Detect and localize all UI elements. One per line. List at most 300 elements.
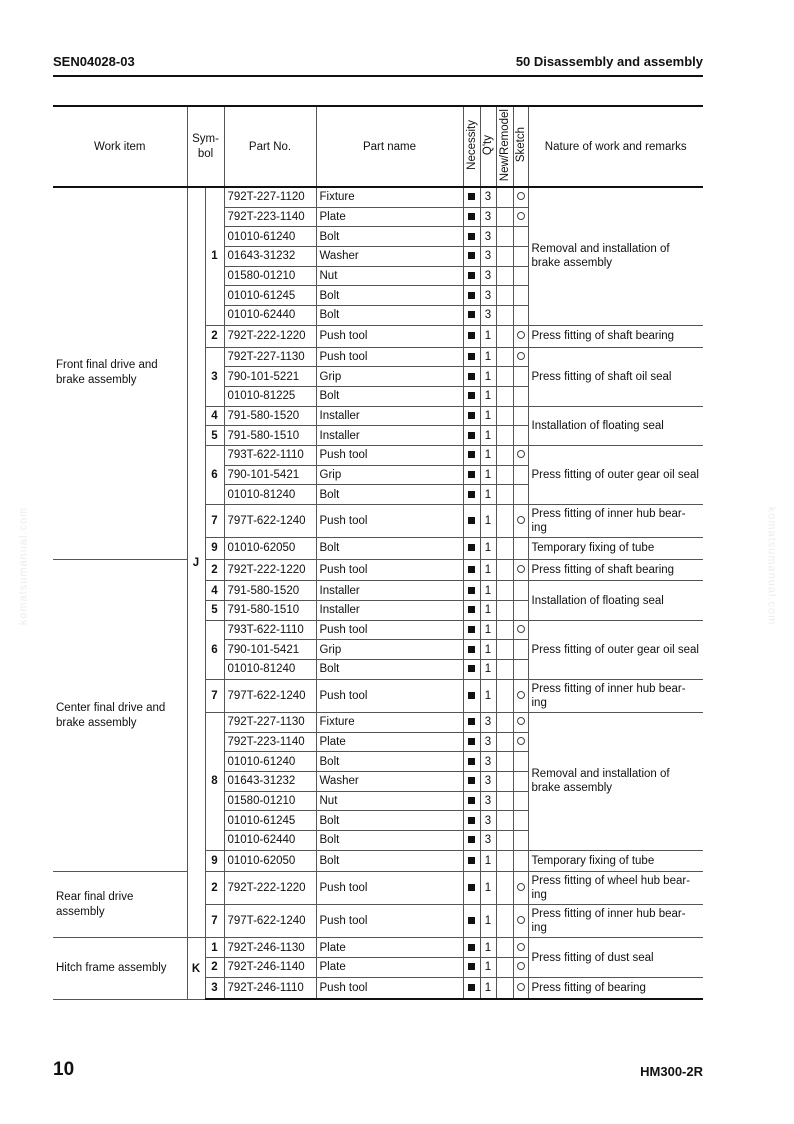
tool-number-cell: 5 (205, 426, 224, 446)
new-remodel-cell (496, 660, 513, 680)
necessity-cell (463, 367, 480, 387)
qty-cell: 3 (480, 187, 496, 207)
tool-number-cell: 7 (205, 505, 224, 538)
new-remodel-cell (496, 445, 513, 465)
necessity-mark-icon (468, 213, 475, 220)
tool-number-cell: 9 (205, 538, 224, 560)
necessity-cell (463, 559, 480, 581)
qty-cell: 1 (480, 426, 496, 446)
remarks-cell: Press fitting of inner hub bear-ing (528, 905, 703, 938)
necessity-mark-icon (468, 587, 475, 594)
necessity-mark-icon (468, 292, 475, 299)
sketch-cell (513, 752, 528, 772)
sketch-cell (513, 771, 528, 791)
part-name-cell: Push tool (316, 347, 463, 367)
part-no-cell: 792T-222-1220 (224, 559, 316, 581)
sketch-cell (513, 286, 528, 306)
necessity-cell (463, 538, 480, 560)
sketch-cell (513, 850, 528, 872)
qty-cell: 1 (480, 505, 496, 538)
part-no-cell: 792T-227-1120 (224, 187, 316, 207)
part-no-cell: 791-580-1520 (224, 581, 316, 601)
work-item-cell: Center final drive and brake assembly (53, 559, 187, 872)
necessity-cell (463, 581, 480, 601)
tool-number-cell: 1 (205, 187, 224, 325)
necessity-mark-icon (468, 836, 475, 843)
part-name-cell: Bolt (316, 752, 463, 772)
part-no-cell: 01580-01210 (224, 791, 316, 811)
sketch-cell (513, 811, 528, 831)
necessity-cell (463, 830, 480, 850)
part-no-cell: 793T-622-1110 (224, 620, 316, 640)
necessity-mark-icon (468, 491, 475, 498)
remarks-cell: Removal and installation of brake assembly (528, 712, 703, 850)
qty-cell: 1 (480, 905, 496, 938)
necessity-mark-icon (468, 432, 475, 439)
part-name-cell: Installer (316, 601, 463, 621)
sketch-circle-icon (517, 516, 525, 524)
sketch-cell (513, 905, 528, 938)
header-rule (53, 75, 703, 77)
necessity-mark-icon (468, 606, 475, 613)
necessity-cell (463, 771, 480, 791)
qty-cell: 3 (480, 286, 496, 306)
necessity-cell (463, 938, 480, 958)
col-remarks: Nature of work and remarks (528, 106, 703, 187)
tool-number-cell: 3 (205, 977, 224, 999)
new-remodel-cell (496, 581, 513, 601)
necessity-cell (463, 286, 480, 306)
col-qty (480, 106, 496, 187)
new-remodel-cell (496, 712, 513, 732)
qty-cell: 1 (480, 977, 496, 999)
necessity-mark-icon (468, 758, 475, 765)
section-title: 50 Disassembly and assembly (515, 54, 703, 69)
part-name-cell: Bolt (316, 830, 463, 850)
tool-number-cell: 8 (205, 712, 224, 850)
sketch-cell (513, 872, 528, 905)
new-remodel-cell (496, 187, 513, 207)
part-no-cell: 792T-223-1140 (224, 207, 316, 227)
tool-number-cell: 4 (205, 406, 224, 426)
new-remodel-cell (496, 207, 513, 227)
col-new-remodel (496, 106, 513, 187)
part-no-cell: 797T-622-1240 (224, 905, 316, 938)
table-body (53, 187, 703, 999)
necessity-mark-icon (468, 665, 475, 672)
qty-cell: 3 (480, 227, 496, 247)
sketch-circle-icon (517, 565, 525, 573)
part-name-cell: Washer (316, 771, 463, 791)
new-remodel-cell (496, 538, 513, 560)
sketch-cell (513, 791, 528, 811)
sketch-cell (513, 325, 528, 347)
part-name-cell: Bolt (316, 306, 463, 326)
col-qty-label: Q'ty (482, 134, 494, 156)
necessity-mark-icon (468, 777, 475, 784)
qty-cell: 1 (480, 325, 496, 347)
new-remodel-cell (496, 752, 513, 772)
sketch-cell (513, 465, 528, 485)
part-name-cell: Bolt (316, 386, 463, 406)
necessity-mark-icon (468, 517, 475, 524)
watermark-right: komatsumanual.com (765, 506, 778, 626)
sketch-cell (513, 977, 528, 999)
table-row (53, 559, 703, 581)
necessity-cell (463, 811, 480, 831)
part-no-cell: 01010-62440 (224, 830, 316, 850)
part-name-cell: Bolt (316, 286, 463, 306)
necessity-cell (463, 620, 480, 640)
part-no-cell: 01010-81240 (224, 660, 316, 680)
necessity-mark-icon (468, 917, 475, 924)
part-name-cell: Installer (316, 406, 463, 426)
necessity-cell (463, 505, 480, 538)
part-no-cell: 790-101-5421 (224, 640, 316, 660)
part-name-cell: Installer (316, 426, 463, 446)
part-no-cell: 792T-223-1140 (224, 732, 316, 752)
qty-cell: 1 (480, 559, 496, 581)
new-remodel-cell (496, 958, 513, 978)
remarks-cell: Press fitting of dust seal (528, 938, 703, 977)
sketch-cell (513, 732, 528, 752)
necessity-cell (463, 640, 480, 660)
new-remodel-cell (496, 679, 513, 712)
sketch-cell (513, 227, 528, 247)
new-remodel-cell (496, 771, 513, 791)
necessity-cell (463, 426, 480, 446)
qty-cell: 1 (480, 601, 496, 621)
sketch-circle-icon (517, 883, 525, 891)
part-name-cell: Grip (316, 640, 463, 660)
part-name-cell: Nut (316, 791, 463, 811)
remarks-cell: Installation of floating seal (528, 581, 703, 620)
sketch-cell (513, 679, 528, 712)
symbol-cell: J (187, 187, 205, 938)
sketch-cell (513, 445, 528, 465)
tool-number-cell: 2 (205, 958, 224, 978)
qty-cell: 1 (480, 485, 496, 505)
necessity-mark-icon (468, 272, 475, 279)
part-no-cell: 790-101-5421 (224, 465, 316, 485)
qty-cell: 3 (480, 712, 496, 732)
part-name-cell: Push tool (316, 905, 463, 938)
sketch-cell (513, 406, 528, 426)
part-name-cell: Push tool (316, 505, 463, 538)
col-symbol (187, 106, 224, 187)
new-remodel-cell (496, 620, 513, 640)
tool-number-cell: 3 (205, 347, 224, 406)
qty-cell: 1 (480, 620, 496, 640)
necessity-mark-icon (468, 718, 475, 725)
part-no-cell: 01010-81240 (224, 485, 316, 505)
sketch-circle-icon (517, 983, 525, 991)
table-row (53, 872, 703, 905)
sketch-cell (513, 306, 528, 326)
tool-number-cell: 7 (205, 905, 224, 938)
sketch-cell (513, 660, 528, 680)
part-name-cell: Installer (316, 581, 463, 601)
qty-cell: 1 (480, 581, 496, 601)
symbol-cell: K (187, 938, 205, 1000)
new-remodel-cell (496, 325, 513, 347)
page-number: 10 (53, 1059, 75, 1080)
necessity-cell (463, 712, 480, 732)
remarks-cell: Temporary fixing of tube (528, 850, 703, 872)
new-remodel-cell (496, 386, 513, 406)
part-no-cell: 797T-622-1240 (224, 505, 316, 538)
necessity-mark-icon (468, 471, 475, 478)
necessity-cell (463, 732, 480, 752)
sketch-cell (513, 559, 528, 581)
part-name-cell: Plate (316, 958, 463, 978)
qty-cell: 1 (480, 872, 496, 905)
tool-number-cell: 4 (205, 581, 224, 601)
new-remodel-cell (496, 791, 513, 811)
sketch-cell (513, 640, 528, 660)
sketch-circle-icon (517, 450, 525, 458)
part-name-cell: Bolt (316, 850, 463, 872)
necessity-mark-icon (468, 738, 475, 745)
necessity-cell (463, 266, 480, 286)
table-header-row (53, 106, 703, 187)
necessity-mark-icon (468, 817, 475, 824)
part-no-cell: 01010-81225 (224, 386, 316, 406)
sketch-cell (513, 347, 528, 367)
new-remodel-cell (496, 347, 513, 367)
necessity-cell (463, 485, 480, 505)
sketch-cell (513, 386, 528, 406)
new-remodel-cell (496, 640, 513, 660)
new-remodel-cell (496, 938, 513, 958)
sketch-circle-icon (517, 625, 525, 633)
work-item-cell: Hitch frame assembly (53, 938, 187, 1000)
necessity-cell (463, 872, 480, 905)
sketch-cell (513, 187, 528, 207)
new-remodel-cell (496, 850, 513, 872)
new-remodel-cell (496, 306, 513, 326)
qty-cell: 3 (480, 811, 496, 831)
part-no-cell: 791-580-1520 (224, 406, 316, 426)
table-row (53, 938, 703, 958)
necessity-mark-icon (468, 626, 475, 633)
necessity-mark-icon (468, 353, 475, 360)
new-remodel-cell (496, 406, 513, 426)
new-remodel-cell (496, 485, 513, 505)
qty-cell: 1 (480, 445, 496, 465)
part-name-cell: Push tool (316, 977, 463, 999)
necessity-mark-icon (468, 884, 475, 891)
tool-number-cell: 5 (205, 601, 224, 621)
necessity-mark-icon (468, 566, 475, 573)
remarks-cell: Press fitting of outer gear oil seal (528, 620, 703, 679)
necessity-cell (463, 679, 480, 712)
part-no-cell: 01643-31232 (224, 247, 316, 267)
sketch-cell (513, 505, 528, 538)
qty-cell: 1 (480, 406, 496, 426)
sketch-circle-icon (517, 331, 525, 339)
sketch-cell (513, 830, 528, 850)
sketch-circle-icon (517, 717, 525, 725)
col-sketch (513, 106, 528, 187)
part-name-cell: Grip (316, 465, 463, 485)
part-no-cell: 790-101-5221 (224, 367, 316, 387)
necessity-cell (463, 905, 480, 938)
part-no-cell: 01010-62050 (224, 538, 316, 560)
necessity-cell (463, 660, 480, 680)
part-name-cell: Fixture (316, 187, 463, 207)
qty-cell: 1 (480, 367, 496, 387)
qty-cell: 3 (480, 791, 496, 811)
qty-cell: 3 (480, 830, 496, 850)
necessity-cell (463, 306, 480, 326)
qty-cell: 1 (480, 465, 496, 485)
remarks-cell: Press fitting of wheel hub bear-ing (528, 872, 703, 905)
sketch-cell (513, 538, 528, 560)
sketch-circle-icon (517, 962, 525, 970)
necessity-cell (463, 325, 480, 347)
part-no-cell: 791-580-1510 (224, 426, 316, 446)
necessity-mark-icon (468, 233, 475, 240)
col-part-name: Part name (316, 106, 463, 187)
part-no-cell: 01010-62050 (224, 850, 316, 872)
sketch-circle-icon (517, 916, 525, 924)
necessity-cell (463, 207, 480, 227)
new-remodel-cell (496, 872, 513, 905)
part-name-cell: Plate (316, 732, 463, 752)
necessity-mark-icon (468, 311, 475, 318)
qty-cell: 1 (480, 679, 496, 712)
necessity-cell (463, 386, 480, 406)
remarks-cell: Press fitting of inner hub bear-ing (528, 679, 703, 712)
remarks-cell: Press fitting of bearing (528, 977, 703, 999)
part-no-cell: 792T-246-1140 (224, 958, 316, 978)
qty-cell: 1 (480, 660, 496, 680)
sketch-cell (513, 266, 528, 286)
necessity-mark-icon (468, 193, 475, 200)
sketch-cell (513, 426, 528, 446)
qty-cell: 3 (480, 207, 496, 227)
necessity-mark-icon (468, 646, 475, 653)
sketch-cell (513, 581, 528, 601)
necessity-mark-icon (468, 692, 475, 699)
necessity-cell (463, 977, 480, 999)
watermark-left: komatsumanual.com (17, 506, 30, 626)
necessity-mark-icon (468, 412, 475, 419)
necessity-cell (463, 187, 480, 207)
part-no-cell: 792T-227-1130 (224, 347, 316, 367)
sketch-cell (513, 601, 528, 621)
part-no-cell: 01580-01210 (224, 266, 316, 286)
tool-number-cell: 6 (205, 620, 224, 679)
necessity-cell (463, 406, 480, 426)
part-no-cell: 792T-227-1130 (224, 712, 316, 732)
part-name-cell: Push tool (316, 559, 463, 581)
qty-cell: 1 (480, 386, 496, 406)
part-no-cell: 797T-622-1240 (224, 679, 316, 712)
necessity-mark-icon (468, 797, 475, 804)
tool-number-cell: 2 (205, 325, 224, 347)
necessity-cell (463, 445, 480, 465)
remarks-cell: Installation of floating seal (528, 406, 703, 445)
remarks-cell: Press fitting of shaft bearing (528, 325, 703, 347)
qty-cell: 1 (480, 850, 496, 872)
necessity-cell (463, 791, 480, 811)
necessity-cell (463, 850, 480, 872)
necessity-mark-icon (468, 544, 475, 551)
necessity-mark-icon (468, 332, 475, 339)
necessity-cell (463, 601, 480, 621)
tool-number-cell: 1 (205, 938, 224, 958)
new-remodel-cell (496, 830, 513, 850)
part-name-cell: Push tool (316, 445, 463, 465)
part-name-cell: Fixture (316, 712, 463, 732)
remarks-cell: Removal and installation of brake assembly (528, 187, 703, 325)
part-name-cell: Plate (316, 938, 463, 958)
necessity-cell (463, 227, 480, 247)
part-name-cell: Grip (316, 367, 463, 387)
part-no-cell: 01010-61240 (224, 227, 316, 247)
document-id: SEN04028-03 (53, 54, 135, 69)
sketch-circle-icon (517, 212, 525, 220)
sketch-cell (513, 247, 528, 267)
remarks-cell: Press fitting of inner hub bear-ing (528, 505, 703, 538)
necessity-cell (463, 465, 480, 485)
tools-table (53, 105, 703, 1000)
sketch-cell (513, 620, 528, 640)
col-necessity-label: Necessity (465, 120, 478, 170)
qty-cell: 3 (480, 247, 496, 267)
col-part-no: Part No. (224, 106, 316, 187)
qty-cell: 1 (480, 538, 496, 560)
part-name-cell: Push tool (316, 872, 463, 905)
part-no-cell: 792T-222-1220 (224, 872, 316, 905)
col-sketch-label: Sketch (514, 127, 527, 163)
new-remodel-cell (496, 505, 513, 538)
necessity-cell (463, 958, 480, 978)
necessity-mark-icon (468, 451, 475, 458)
part-name-cell: Washer (316, 247, 463, 267)
new-remodel-cell (496, 905, 513, 938)
new-remodel-cell (496, 426, 513, 446)
part-no-cell: 792T-246-1110 (224, 977, 316, 999)
qty-cell: 3 (480, 732, 496, 752)
tool-number-cell: 2 (205, 559, 224, 581)
part-name-cell: Push tool (316, 325, 463, 347)
new-remodel-cell (496, 811, 513, 831)
sketch-cell (513, 712, 528, 732)
sketch-circle-icon (517, 691, 525, 699)
qty-cell: 1 (480, 958, 496, 978)
remarks-cell: Press fitting of shaft bearing (528, 559, 703, 581)
tool-number-cell: 6 (205, 445, 224, 504)
part-name-cell: Plate (316, 207, 463, 227)
table-row (53, 187, 703, 207)
part-no-cell: 793T-622-1110 (224, 445, 316, 465)
necessity-mark-icon (468, 392, 475, 399)
part-no-cell: 01010-61245 (224, 286, 316, 306)
new-remodel-cell (496, 266, 513, 286)
new-remodel-cell (496, 601, 513, 621)
necessity-cell (463, 347, 480, 367)
necessity-mark-icon (468, 373, 475, 380)
new-remodel-cell (496, 465, 513, 485)
part-name-cell: Bolt (316, 227, 463, 247)
new-remodel-cell (496, 286, 513, 306)
part-no-cell: 01010-61240 (224, 752, 316, 772)
model-name: HM300-2R (640, 1064, 703, 1079)
part-no-cell: 01010-62440 (224, 306, 316, 326)
